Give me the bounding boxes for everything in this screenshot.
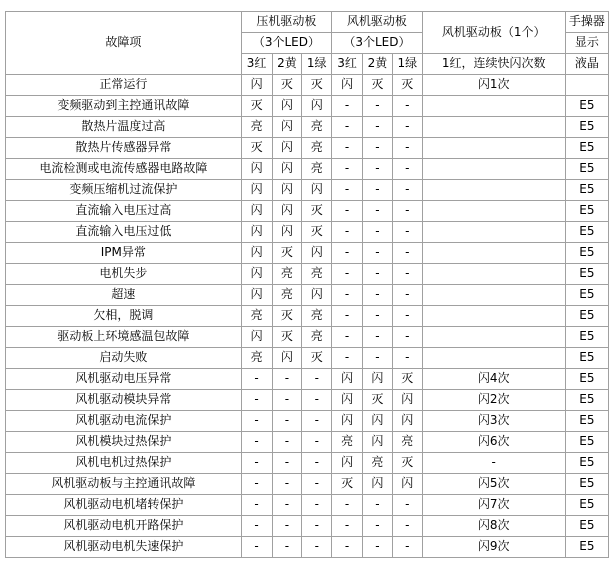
fan-led-2yellow-cell: 亮 [363, 453, 393, 474]
fan-single-flash-cell [422, 138, 565, 159]
fan-single-flash-cell: 闪4次 [422, 369, 565, 390]
fan-led-3red-cell: - [332, 96, 363, 117]
fault-name-cell: 风机驱动电压异常 [6, 369, 242, 390]
lcd-display-cell: E5 [565, 474, 608, 495]
fan-led-1green-cell: - [392, 180, 422, 201]
fan-led-3red-cell: 亮 [332, 432, 363, 453]
table-row [6, 285, 609, 306]
fault-name-cell: 超速 [6, 285, 242, 306]
fan-led-3red-cell: - [332, 222, 363, 243]
fan-led-2yellow-cell: 灭 [363, 390, 393, 411]
fan-single-flash-cell: 闪3次 [422, 411, 565, 432]
fan-single-flash-cell [422, 285, 565, 306]
comp-led-1green-cell: 闪 [302, 243, 332, 264]
comp-led-2yellow-cell: 闪 [272, 201, 302, 222]
lcd-display-cell: E5 [565, 369, 608, 390]
lcd-display-cell: E5 [565, 264, 608, 285]
table-row [6, 159, 609, 180]
comp-led-1green-cell: 亮 [302, 327, 332, 348]
comp-led-3red-cell: 灭 [241, 96, 272, 117]
comp-led-1green-cell: 亮 [302, 264, 332, 285]
fan-led-2yellow-cell: - [363, 495, 393, 516]
fan-led-1green-cell: - [392, 537, 422, 558]
comp-led-1green-cell: - [302, 411, 332, 432]
lcd-display-cell: E5 [565, 285, 608, 306]
comp-led-1green-cell: 灭 [302, 201, 332, 222]
table-row [6, 306, 609, 327]
comp-led-1green-cell: 亮 [302, 117, 332, 138]
comp-led-2yellow-cell: - [272, 432, 302, 453]
table-row [6, 411, 609, 432]
fan-led-2yellow-cell: 闪 [363, 432, 393, 453]
fan-led-1green-cell: - [392, 495, 422, 516]
lcd-display-cell: E5 [565, 390, 608, 411]
comp-led-3red-cell: 亮 [241, 306, 272, 327]
lcd-display-cell: E5 [565, 159, 608, 180]
comp-led-2yellow-cell: 闪 [272, 222, 302, 243]
lcd-display-cell: E5 [565, 495, 608, 516]
fan-led-2yellow-cell: - [363, 327, 393, 348]
lcd-display-cell: E5 [565, 348, 608, 369]
comp-led-3red-cell: - [241, 432, 272, 453]
fan-led-1green-cell: - [392, 159, 422, 180]
fault-name-cell: 直流输入电压过高 [6, 201, 242, 222]
fault-name-cell: IPM异常 [6, 243, 242, 264]
fan-led-3red-cell: - [332, 327, 363, 348]
comp-led-1green-cell: 闪 [302, 96, 332, 117]
table-row [6, 348, 609, 369]
comp-led-2yellow-cell: 闪 [272, 159, 302, 180]
header-row-1 [6, 12, 609, 33]
comp-led-2yellow-cell: 亮 [272, 285, 302, 306]
fault-name-cell: 散热片温度过高 [6, 117, 242, 138]
fan-led-2yellow-cell: - [363, 306, 393, 327]
fan-single-flash-cell: 闪6次 [422, 432, 565, 453]
lcd-display-cell: E5 [565, 306, 608, 327]
comp-led-3red-cell: - [241, 369, 272, 390]
fan-led-3red-cell: - [332, 159, 363, 180]
fan-single-flash-cell [422, 117, 565, 138]
comp-led-3red-cell: 亮 [241, 117, 272, 138]
fan-led-3red-cell: 闪 [332, 453, 363, 474]
comp-led-1green-cell: 灭 [302, 222, 332, 243]
fan-led-2yellow-cell: - [363, 117, 393, 138]
fault-name-cell: 风机驱动电流保护 [6, 411, 242, 432]
table-row [6, 201, 609, 222]
fan-led-2yellow-cell: - [363, 96, 393, 117]
fan-single-flash-cell [422, 327, 565, 348]
comp-led-2yellow-cell: 闪 [272, 96, 302, 117]
fan-led-2yellow-cell: - [363, 537, 393, 558]
comp-led-3red-cell: 闪 [241, 222, 272, 243]
fan-led-2yellow-cell: 闪 [363, 369, 393, 390]
comp-led-1green-cell: - [302, 453, 332, 474]
hand-controller-header: 手操器 [565, 12, 608, 33]
compressor-board-led-count: （3个LED） [241, 33, 332, 54]
comp-led-3red-cell: 灭 [241, 138, 272, 159]
comp-led-2yellow-cell: - [272, 453, 302, 474]
comp-led-3red-cell: 闪 [241, 180, 272, 201]
comp-led-1green-cell: 闪 [302, 285, 332, 306]
fan-led-3red-cell: 灭 [332, 474, 363, 495]
fan-led-3red-cell: - [332, 243, 363, 264]
comp-led-2yellow-cell: 灭 [272, 243, 302, 264]
fan-led-1green-cell: 闪 [392, 474, 422, 495]
comp-led-2yellow-cell: 闪 [272, 117, 302, 138]
fan-led-3red-cell: - [332, 201, 363, 222]
fan-led-3red-cell: - [332, 180, 363, 201]
fault-name-cell: 启动失败 [6, 348, 242, 369]
fan-led-3red-cell: - [332, 306, 363, 327]
fan-led-2yellow-cell: - [363, 222, 393, 243]
comp-led-1green-cell: - [302, 369, 332, 390]
lcd-display-cell: E5 [565, 537, 608, 558]
fan-led-1green-cell: - [392, 516, 422, 537]
fan-led-3red-cell: 闪 [332, 390, 363, 411]
comp-led-1green-cell: 灭 [302, 75, 332, 96]
lcd-display-cell: E5 [565, 138, 608, 159]
comp-led-1green-cell: 亮 [302, 138, 332, 159]
fault-name-cell: 风机模块过热保护 [6, 432, 242, 453]
fault-name-cell: 变频压缩机过流保护 [6, 180, 242, 201]
hand-controller-lcd: 液晶 [565, 54, 608, 75]
fan-led-1green-cell: 亮 [392, 432, 422, 453]
fan-led-2yellow-cell: 闪 [363, 474, 393, 495]
comp-led-2yellow-cell: - [272, 516, 302, 537]
fan-led-1green-cell: - [392, 222, 422, 243]
fan-led-2yellow-cell: - [363, 180, 393, 201]
fan-board-single-header: 风机驱动板（1个） [422, 12, 565, 54]
table-row [6, 453, 609, 474]
fan-single-flash-cell: 闪8次 [422, 516, 565, 537]
comp-led-2yellow-cell: - [272, 369, 302, 390]
fault-name-cell: 散热片传感器异常 [6, 138, 242, 159]
table-row [6, 537, 609, 558]
comp-led-2yellow-cell: 亮 [272, 264, 302, 285]
fan-led-1green-cell: - [392, 138, 422, 159]
comp-led-3red-cell: 闪 [241, 159, 272, 180]
fan-single-flash-cell [422, 201, 565, 222]
fault-name-cell: 风机驱动板与主控通讯故障 [6, 474, 242, 495]
comp-led-3red-header: 3红 [241, 54, 272, 75]
fan-single-flash-cell [422, 96, 565, 117]
comp-led-3red-cell: - [241, 411, 272, 432]
fault-table-header [6, 12, 609, 75]
comp-led-1green-cell: 亮 [302, 159, 332, 180]
comp-led-2yellow-header: 2黄 [272, 54, 302, 75]
fan-led-3red-header: 3红 [332, 54, 363, 75]
comp-led-2yellow-cell: 灭 [272, 75, 302, 96]
fan-led-2yellow-cell: - [363, 516, 393, 537]
table-row [6, 138, 609, 159]
comp-led-2yellow-cell: - [272, 537, 302, 558]
comp-led-3red-cell: - [241, 390, 272, 411]
fault-name-cell: 直流输入电压过低 [6, 222, 242, 243]
fan-led-3red-cell: - [332, 537, 363, 558]
fault-name-cell: 风机驱动电机开路保护 [6, 516, 242, 537]
fan-led-1green-cell: - [392, 201, 422, 222]
lcd-display-cell: E5 [565, 96, 608, 117]
fan-board-led-count: （3个LED） [332, 33, 423, 54]
fan-led-1green-header: 1绿 [392, 54, 422, 75]
lcd-display-cell: E5 [565, 117, 608, 138]
fan-led-2yellow-cell: 灭 [363, 75, 393, 96]
fan-single-flash-cell [422, 264, 565, 285]
comp-led-3red-cell: 闪 [241, 75, 272, 96]
fan-single-flash-cell [422, 306, 565, 327]
fan-led-2yellow-cell: - [363, 264, 393, 285]
fan-led-1green-cell: 闪 [392, 390, 422, 411]
comp-led-2yellow-cell: 灭 [272, 327, 302, 348]
fault-name-cell: 欠相，脱调 [6, 306, 242, 327]
fan-led-1green-cell: - [392, 285, 422, 306]
fan-single-flash-cell [422, 159, 565, 180]
comp-led-3red-cell: - [241, 495, 272, 516]
fan-single-flash-cell [422, 222, 565, 243]
comp-led-3red-cell: - [241, 537, 272, 558]
fan-led-3red-cell: 闪 [332, 75, 363, 96]
fan-led-2yellow-cell: - [363, 138, 393, 159]
comp-led-3red-cell: - [241, 453, 272, 474]
lcd-display-cell: E5 [565, 327, 608, 348]
comp-led-2yellow-cell: 闪 [272, 348, 302, 369]
fan-led-3red-cell: - [332, 348, 363, 369]
table-row [6, 180, 609, 201]
fan-led-1green-cell: - [392, 243, 422, 264]
fault-name-cell: 变频驱动到主控通讯故障 [6, 96, 242, 117]
fan-led-3red-cell: - [332, 264, 363, 285]
comp-led-3red-cell: 闪 [241, 327, 272, 348]
compressor-board-header: 压机驱动板 [241, 12, 332, 33]
fan-led-3red-cell: - [332, 516, 363, 537]
fan-single-flash-cell: - [422, 453, 565, 474]
table-row [6, 264, 609, 285]
comp-led-3red-cell: - [241, 516, 272, 537]
fan-single-flash-cell [422, 348, 565, 369]
fan-led-2yellow-cell: 闪 [363, 411, 393, 432]
table-row [6, 96, 609, 117]
comp-led-1green-cell: 闪 [302, 180, 332, 201]
fan-board-header: 风机驱动板 [332, 12, 423, 33]
fan-led-1green-cell: - [392, 96, 422, 117]
comp-led-3red-cell: 亮 [241, 348, 272, 369]
table-row [6, 75, 609, 96]
fault-item-header: 故障项 [6, 12, 242, 75]
comp-led-1green-cell: 亮 [302, 306, 332, 327]
lcd-display-cell: E5 [565, 180, 608, 201]
table-row [6, 390, 609, 411]
table-row [6, 516, 609, 537]
fan-led-2yellow-cell: - [363, 285, 393, 306]
fault-name-cell: 正常运行 [6, 75, 242, 96]
comp-led-2yellow-cell: 灭 [272, 306, 302, 327]
comp-led-1green-cell: - [302, 537, 332, 558]
comp-led-1green-cell: - [302, 474, 332, 495]
comp-led-1green-cell: - [302, 432, 332, 453]
hand-controller-display: 显示 [565, 33, 608, 54]
comp-led-3red-cell: 闪 [241, 264, 272, 285]
table-row [6, 369, 609, 390]
comp-led-3red-cell: 闪 [241, 243, 272, 264]
fan-led-1green-cell: - [392, 348, 422, 369]
fan-led-2yellow-cell: - [363, 159, 393, 180]
table-row [6, 327, 609, 348]
fan-led-2yellow-header: 2黄 [363, 54, 393, 75]
fan-single-flash-header: 1红，连续快闪次数 [422, 54, 565, 75]
comp-led-1green-cell: - [302, 516, 332, 537]
fan-led-3red-cell: - [332, 495, 363, 516]
comp-led-1green-cell: - [302, 495, 332, 516]
fan-led-1green-cell: - [392, 264, 422, 285]
fan-led-2yellow-cell: - [363, 201, 393, 222]
fault-name-cell: 电机失步 [6, 264, 242, 285]
fan-led-1green-cell: - [392, 306, 422, 327]
table-row [6, 222, 609, 243]
fan-single-flash-cell [422, 243, 565, 264]
fan-single-flash-cell: 闪5次 [422, 474, 565, 495]
fault-table-body [6, 75, 609, 558]
fan-led-3red-cell: - [332, 117, 363, 138]
table-row [6, 495, 609, 516]
lcd-display-cell: E5 [565, 516, 608, 537]
fan-led-1green-cell: 灭 [392, 453, 422, 474]
comp-led-2yellow-cell: - [272, 390, 302, 411]
fan-led-3red-cell: - [332, 138, 363, 159]
table-row [6, 243, 609, 264]
fault-name-cell: 风机驱动模块异常 [6, 390, 242, 411]
fan-led-2yellow-cell: - [363, 348, 393, 369]
comp-led-3red-cell: 闪 [241, 201, 272, 222]
fault-name-cell: 风机电机过热保护 [6, 453, 242, 474]
comp-led-2yellow-cell: 闪 [272, 180, 302, 201]
fault-name-cell: 风机驱动电机堵转保护 [6, 495, 242, 516]
fan-led-1green-cell: - [392, 327, 422, 348]
fan-led-1green-cell: 灭 [392, 75, 422, 96]
table-row [6, 432, 609, 453]
fault-name-cell: 电流检测或电流传感器电路故障 [6, 159, 242, 180]
comp-led-1green-cell: 灭 [302, 348, 332, 369]
lcd-display-cell: E5 [565, 411, 608, 432]
fan-single-flash-cell: 闪2次 [422, 390, 565, 411]
comp-led-2yellow-cell: - [272, 474, 302, 495]
table-row [6, 474, 609, 495]
lcd-display-cell: E5 [565, 201, 608, 222]
fan-led-1green-cell: - [392, 117, 422, 138]
lcd-display-cell: E5 [565, 243, 608, 264]
fan-led-3red-cell: 闪 [332, 369, 363, 390]
lcd-display-cell: E5 [565, 432, 608, 453]
comp-led-1green-cell: - [302, 390, 332, 411]
fault-name-cell: 风机驱动电机失速保护 [6, 537, 242, 558]
lcd-display-cell: E5 [565, 453, 608, 474]
fan-led-3red-cell: 闪 [332, 411, 363, 432]
fan-led-1green-cell: 闪 [392, 411, 422, 432]
fan-single-flash-cell: 闪7次 [422, 495, 565, 516]
fan-single-flash-cell: 闪1次 [422, 75, 565, 96]
lcd-display-cell: E5 [565, 222, 608, 243]
comp-led-2yellow-cell: 闪 [272, 138, 302, 159]
fan-single-flash-cell: 闪9次 [422, 537, 565, 558]
comp-led-3red-cell: 闪 [241, 285, 272, 306]
fan-led-2yellow-cell: - [363, 243, 393, 264]
table-row [6, 117, 609, 138]
fault-code-table [5, 11, 609, 558]
lcd-display-cell [565, 75, 608, 96]
comp-led-1green-header: 1绿 [302, 54, 332, 75]
comp-led-2yellow-cell: - [272, 495, 302, 516]
fan-led-1green-cell: 灭 [392, 369, 422, 390]
fan-single-flash-cell [422, 180, 565, 201]
fault-name-cell: 驱动板上环境感温包故障 [6, 327, 242, 348]
fan-led-3red-cell: - [332, 285, 363, 306]
comp-led-2yellow-cell: - [272, 411, 302, 432]
comp-led-3red-cell: - [241, 474, 272, 495]
